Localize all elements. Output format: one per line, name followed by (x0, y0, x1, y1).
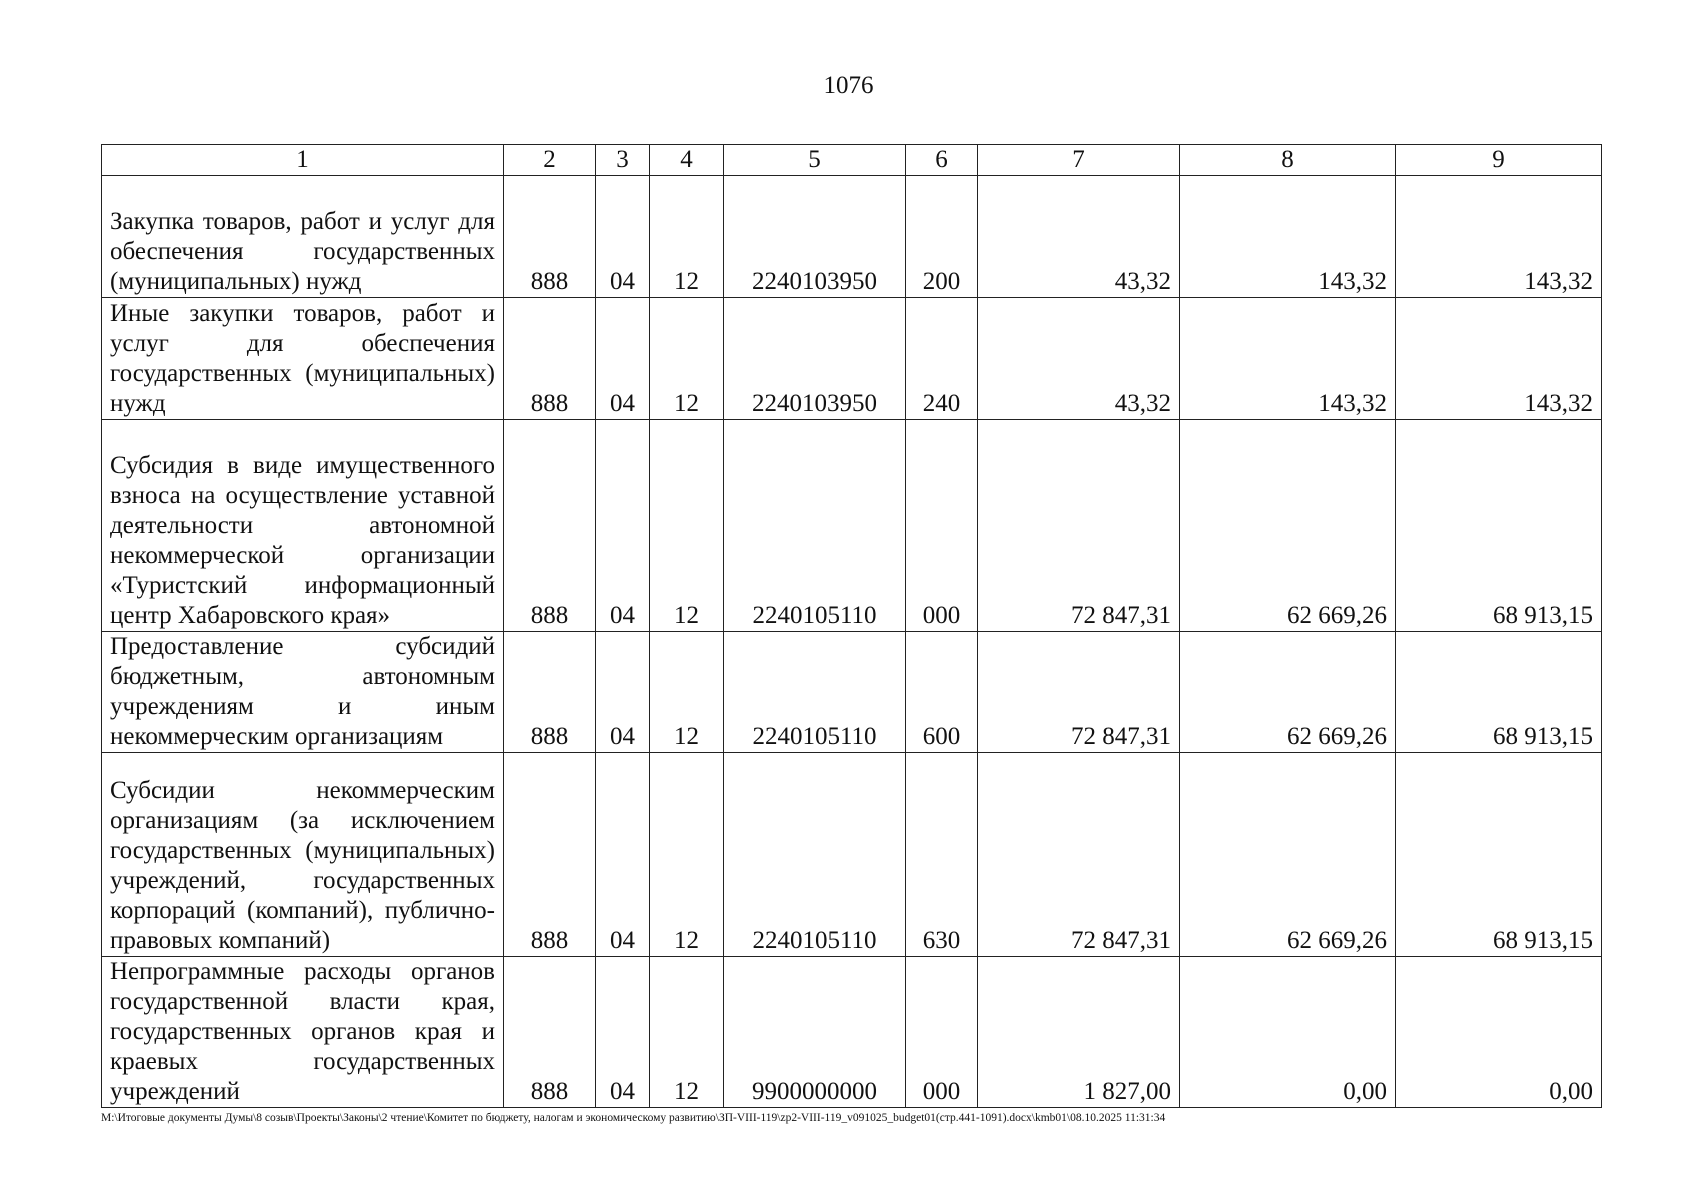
row-col-4: 12 (650, 298, 724, 420)
header-col-2: 2 (504, 145, 596, 176)
row-col-5: 2240105110 (724, 420, 906, 632)
header-col-6: 6 (906, 145, 978, 176)
header-col-5: 5 (724, 145, 906, 176)
row-col-6: 200 (906, 176, 978, 298)
row-col-8: 62 669,26 (1180, 753, 1396, 957)
row-col-3: 04 (596, 176, 650, 298)
row-col-6: 000 (906, 420, 978, 632)
row-col-5: 2240103950 (724, 298, 906, 420)
row-col-5: 2240105110 (724, 632, 906, 753)
row-col-9: 0,00 (1396, 957, 1602, 1108)
row-col-7: 1 827,00 (978, 957, 1180, 1108)
row-col-2: 888 (504, 176, 596, 298)
row-col-7: 72 847,31 (978, 420, 1180, 632)
table-row (102, 753, 1602, 957)
row-col-9: 143,32 (1396, 176, 1602, 298)
row-col-3: 04 (596, 632, 650, 753)
row-col-3: 04 (596, 957, 650, 1108)
header-col-4: 4 (650, 145, 724, 176)
row-col-9: 143,32 (1396, 298, 1602, 420)
row-col-3: 04 (596, 298, 650, 420)
row-col-3: 04 (596, 753, 650, 957)
row-col-4: 12 (650, 176, 724, 298)
row-name: Предоставление субсидий бюджетным, автономным учреждениям и иным некоммерческим организациям (102, 632, 504, 753)
row-name: Субсидии некоммерческим организациям (за исключением государственных (муниципальных) учреждений, государственных корпораций (компаний), публично-правовых компаний) (102, 753, 504, 957)
row-col-7: 43,32 (978, 298, 1180, 420)
row-col-8: 62 669,26 (1180, 420, 1396, 632)
table-row (102, 176, 1602, 298)
row-col-4: 12 (650, 957, 724, 1108)
row-name: Закупка товаров, работ и услуг для обеспечения государственных (муниципальных) нужд (102, 176, 504, 298)
header-col-1: 1 (102, 145, 504, 176)
row-col-8: 62 669,26 (1180, 632, 1396, 753)
header-col-9: 9 (1396, 145, 1602, 176)
row-name: Иные закупки товаров, работ и услуг для обеспечения государственных (муниципальных) нужд (102, 298, 504, 420)
row-col-2: 888 (504, 420, 596, 632)
row-col-9: 68 913,15 (1396, 632, 1602, 753)
table-row (102, 957, 1602, 1108)
table-row (102, 632, 1602, 753)
row-col-8: 143,32 (1180, 176, 1396, 298)
row-col-4: 12 (650, 753, 724, 957)
row-col-9: 68 913,15 (1396, 753, 1602, 957)
row-col-2: 888 (504, 632, 596, 753)
row-col-7: 43,32 (978, 176, 1180, 298)
row-col-2: 888 (504, 957, 596, 1108)
row-col-2: 888 (504, 298, 596, 420)
row-col-5: 2240105110 (724, 753, 906, 957)
row-col-9: 68 913,15 (1396, 420, 1602, 632)
row-col-8: 143,32 (1180, 298, 1396, 420)
row-col-7: 72 847,31 (978, 632, 1180, 753)
row-name: Непрограммные расходы органов государственной власти края, государственных органов края и краевых государственных учреждений (102, 957, 504, 1108)
row-name: Субсидия в виде имущественного взноса на осуществление уставной деятельности автономной некоммерческой организации «Туристский информационный центр Хабаровского края» (102, 420, 504, 632)
page-number: 1076 (823, 72, 874, 99)
row-col-3: 04 (596, 420, 650, 632)
budget-table (101, 144, 1602, 1108)
row-col-7: 72 847,31 (978, 753, 1180, 957)
table-row (102, 298, 1602, 420)
row-col-6: 000 (906, 957, 978, 1108)
document-path-footer: M:\Итоговые документы Думы\8 созыв\Проекты\Законы\2 чтение\Комитет по бюджету, налогам и экономическому развитию\ЗП-VIII-119\zp2-VIII-119_v091025_budget01(стр.441-1091).docx\kmb01\08.10.2025 11:31:34 (101, 1112, 1166, 1124)
row-col-4: 12 (650, 420, 724, 632)
row-col-6: 630 (906, 753, 978, 957)
header-col-7: 7 (978, 145, 1180, 176)
row-col-8: 0,00 (1180, 957, 1396, 1108)
table-header-row (102, 145, 1602, 176)
row-col-6: 240 (906, 298, 978, 420)
table-row (102, 420, 1602, 632)
header-col-3: 3 (596, 145, 650, 176)
header-col-8: 8 (1180, 145, 1396, 176)
row-col-6: 600 (906, 632, 978, 753)
row-col-2: 888 (504, 753, 596, 957)
row-col-4: 12 (650, 632, 724, 753)
row-col-5: 9900000000 (724, 957, 906, 1108)
row-col-5: 2240103950 (724, 176, 906, 298)
